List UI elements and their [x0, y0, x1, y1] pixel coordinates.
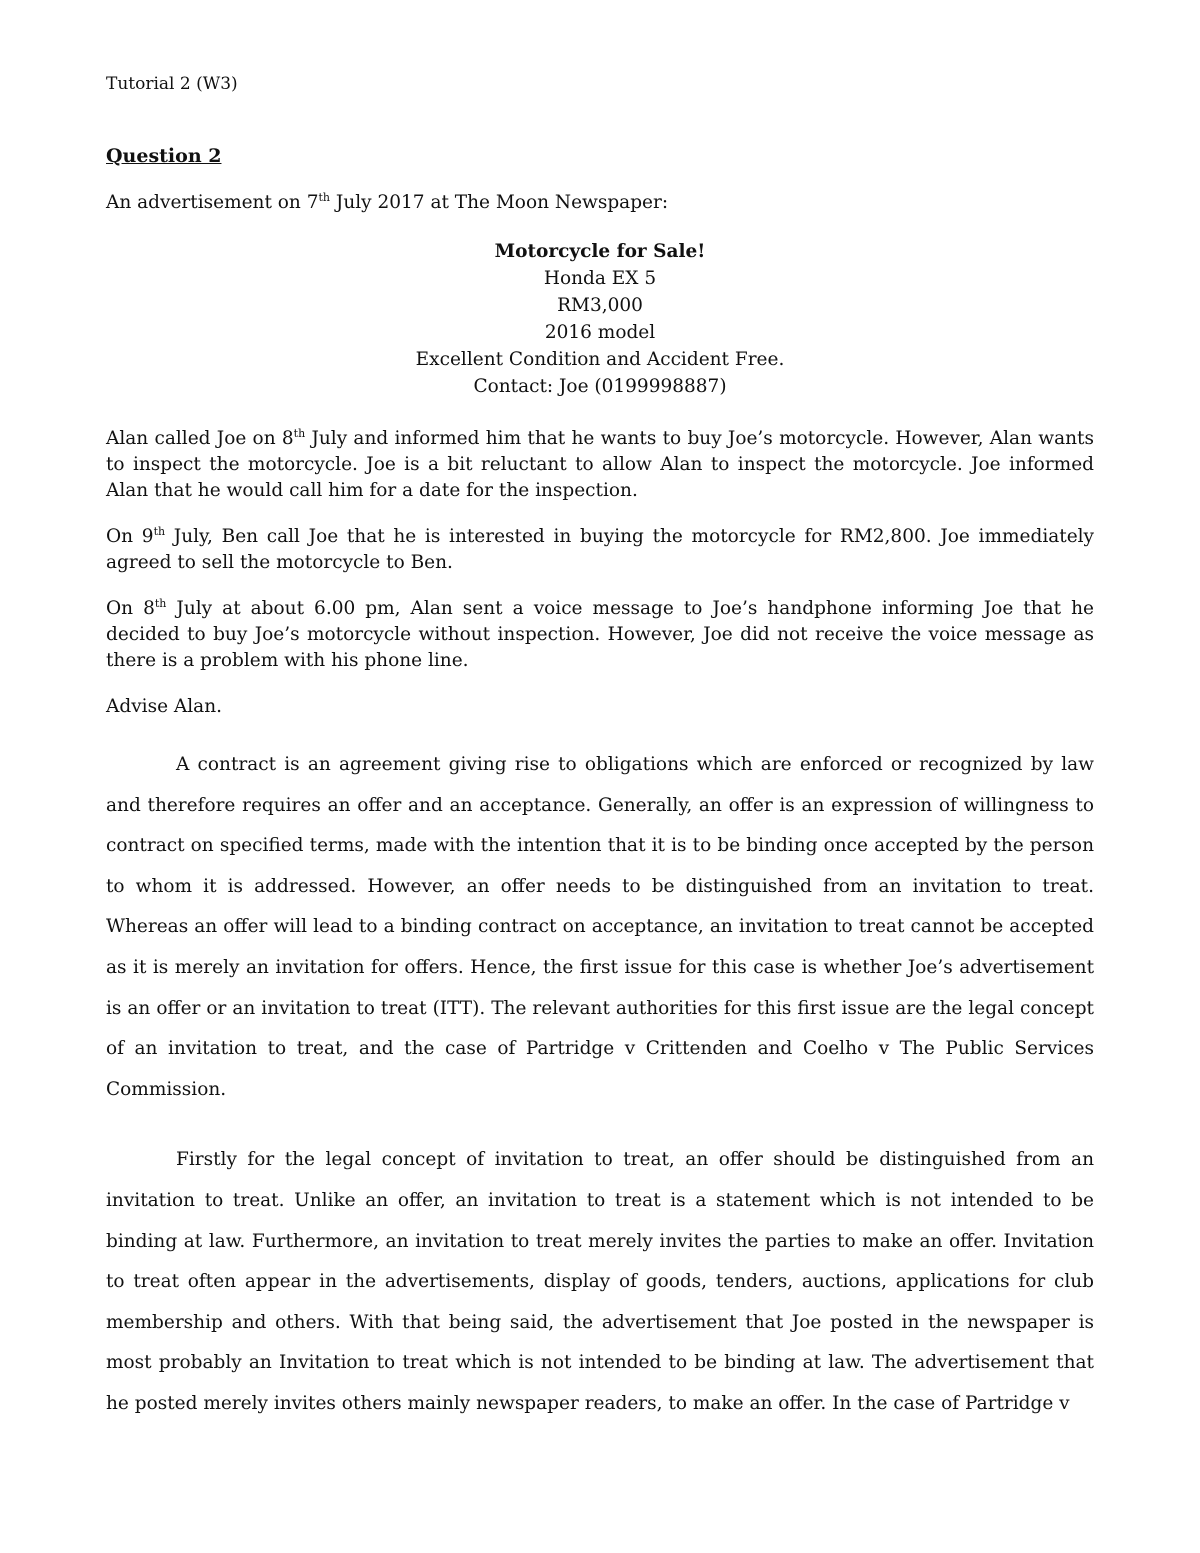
fact-paragraph: On 8th July at about 6.00 pm, Alan sent a voice message to Joe’s handphone informing Joe that he decided to buy Joe’s motorcycle without inspection. However, Joe did not receive the voice message as there is a problem with his phone line. [106, 596, 1094, 671]
ad-title: Motorcycle for Sale! [494, 241, 706, 262]
page-header: Tutorial 2 (W3) [106, 74, 238, 94]
case-facts [106, 426, 1094, 740]
ad-line-contact: Contact: Joe (0199998887) [473, 376, 727, 397]
ad-line-condition: Excellent Condition and Accident Free. [415, 349, 785, 370]
essay-paragraph: A contract is an agreement giving rise to obligations which are enforced or recognized by law and therefore requires an offer and an acceptance. Generally, an offer is an expression of willingness to contract on specified terms, made with the intention that it is to be binding once accepted by the person to whom it is addressed. However, an offer needs to be distinguished from an invitation to treat. Whereas an offer will lead to a binding contract on acceptance, an invitation to treat cannot be accepted as it is merely an invitation for offers. Hence, the first issue for this case is whether Joe’s advertisement is an offer or an invitation to treat (ITT). The relevant authorities for this first issue are the legal concept of an invitation to treat, and the case of Partridge v Crittenden and Coelho v The Public Services Commission. [106, 754, 1094, 1100]
advise-line: Advise Alan. [106, 696, 222, 717]
fact-paragraph: On 9th July, Ben call Joe that he is interested in buying the motorcycle for RM2,800. Joe immediately agreed to sell the motorcycle to Ben. [106, 524, 1095, 573]
ad-line-model: Honda EX 5 [543, 268, 657, 289]
advertisement-block [106, 238, 1094, 400]
essay-paragraph: Firstly for the legal concept of invitation to treat, an offer should be distinguished from an invitation to treat. Unlike an offer, an invitation to treat is a statement which is not intended to be binding at law. Furthermore, an invitation to treat merely invites the parties to make an offer. Invitation to treat often appear in the advertisements, display of goods, tenders, auctions, applications for club membership and others. With that being said, the advertisement that Joe posted in the newspaper is most probably an Invitation to treat which is not intended to be binding at law. The advertisement that he posted merely invites others mainly newspaper readers, to make an offer. In the case of Partridge v [106, 1149, 1094, 1414]
essay-body [106, 745, 1094, 1455]
ad-line-year: 2016 model [544, 322, 656, 343]
ad-line-price: RM3,000 [557, 295, 643, 316]
intro-line: An advertisement on 7th July 2017 at The Moon Newspaper: [106, 190, 669, 213]
fact-paragraph: Alan called Joe on 8th July and informed him that he wants to buy Joe’s motorcycle. However, Alan wants to inspect the motorcycle. Joe is a bit reluctant to allow Alan to inspect the motorcycle. Joe informed Alan that he would call him for a date for the inspection. [106, 426, 1094, 501]
question-title: Question 2 [106, 145, 222, 167]
